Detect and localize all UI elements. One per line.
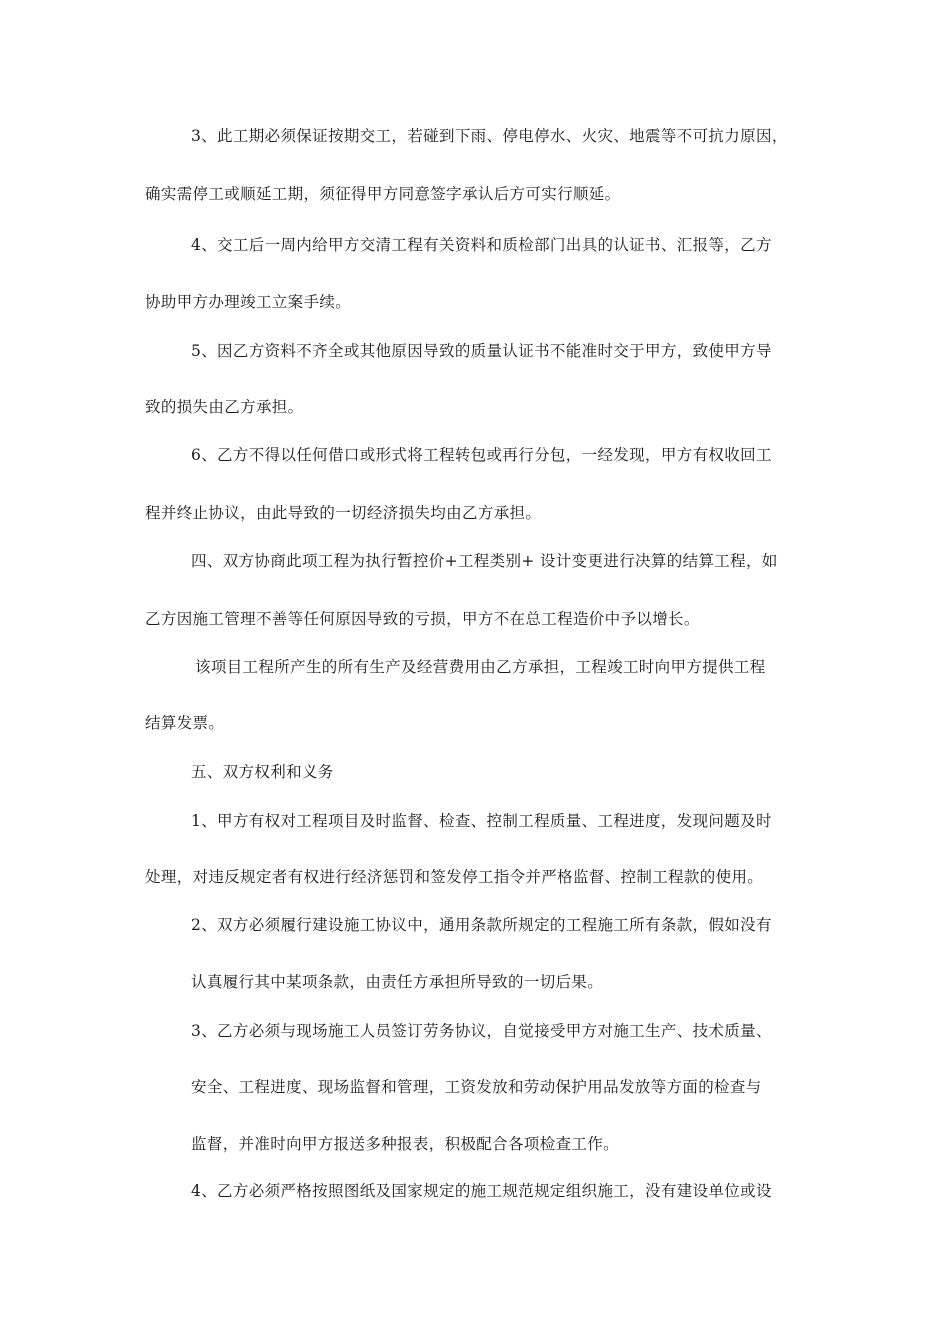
paragraph-line: 结算发票。 <box>145 714 225 732</box>
paragraph-line: 4、交工后一周内给甲方交清工程有关资料和质检部门出具的认证书、汇报等，乙方 <box>191 236 772 254</box>
paragraph-line: 3、此工期必须保证按期交工，若碰到下雨、停电停水、火灾、地震等不可抗力原因， <box>191 127 788 145</box>
paragraph-line: 安全、工程进度、现场监督和管理，工资发放和劳动保护用品发放等方面的检查与 <box>191 1078 762 1096</box>
paragraph-line: 该项目工程所产生的所有生产及经营费用由乙方承担，工程竣工时向甲方提供工程 <box>195 658 766 676</box>
paragraph-line: 2、双方必须履行建设施工协议中，通用条款所规定的工程施工所有条款，假如没有 <box>191 916 772 934</box>
paragraph-line: 6、乙方不得以任何借口或形式将工程转包或再行分包，一经发现，甲方有权收回工 <box>191 446 772 464</box>
paragraph-line: 乙方因施工管理不善等任何原因导致的亏损，甲方不在总工程造价中予以增长。 <box>145 610 700 628</box>
paragraph-line: 协助甲方办理竣工立案手续。 <box>145 293 352 311</box>
paragraph-line: 监督，并准时向甲方报送多种报表，积极配合各项检查工作。 <box>191 1135 619 1153</box>
paragraph-line: 确实需停工或顺延工期，须征得甲方同意签字承认后方可实行顺延。 <box>145 185 621 203</box>
paragraph-line: 处理，对违反规定者有权进行经济惩罚和签发停工指令并严格监督、控制工程款的使用。 <box>145 868 764 886</box>
paragraph-line: 四、双方协商此项工程为执行暂控价+工程类别+ 设计变更进行决算的结算工程，如 <box>191 552 778 570</box>
section-heading: 五、双方权利和义务 <box>191 763 334 781</box>
paragraph-line: 4、乙方必须严格按照图纸及国家规定的施工规范规定组织施工，没有建设单位或设 <box>191 1182 772 1200</box>
paragraph-line: 1、甲方有权对工程项目及时监督、检查、控制工程质量、工程进度，发现问题及时 <box>191 812 772 830</box>
paragraph-line: 程并终止协议，由此导致的一切经济损失均由乙方承担。 <box>145 504 542 522</box>
paragraph-line: 认真履行其中某项条款，由责任方承担所导致的一切后果。 <box>191 973 604 991</box>
paragraph-line: 致的损失由乙方承担。 <box>145 398 304 416</box>
paragraph-line: 5、因乙方资料不齐全或其他原因导致的质量认证书不能准时交于甲方，致使甲方导 <box>191 342 772 360</box>
paragraph-line: 3、乙方必须与现场施工人员签订劳务协议，自觉接受甲方对施工生产、技术质量、 <box>191 1022 772 1040</box>
